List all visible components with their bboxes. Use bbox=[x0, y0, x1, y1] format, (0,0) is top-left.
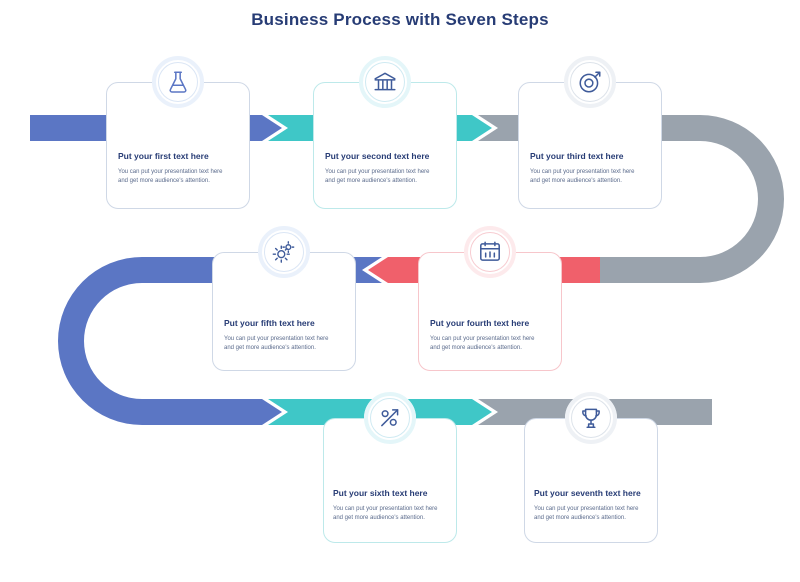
step-body-three: You can put your presentation text here and get more audience's attention. bbox=[530, 169, 635, 185]
step-label-five: Step Five bbox=[262, 291, 306, 301]
step-badge-one bbox=[152, 56, 204, 108]
step-body-four: You can put your presentation text here and get more audience's attention. bbox=[430, 336, 535, 352]
step-heading-four: Put your fourth text here bbox=[430, 318, 530, 328]
step-heading-one: Put your first text here bbox=[118, 151, 209, 161]
calendar-icon bbox=[477, 239, 503, 265]
target-icon bbox=[577, 69, 603, 95]
step-heading-six: Put your sixth text here bbox=[333, 488, 428, 498]
trophy-icon bbox=[578, 405, 604, 431]
step-badge-five bbox=[258, 226, 310, 278]
step-body-two: You can put your presentation text here and get more audience's attention. bbox=[325, 169, 430, 185]
step-heading-five: Put your fifth text here bbox=[224, 318, 315, 328]
step-label-one: Step One bbox=[157, 124, 199, 134]
step-heading-three: Put your third text here bbox=[530, 151, 624, 161]
step-heading-two: Put your second text here bbox=[325, 151, 430, 161]
step-body-one: You can put your presentation text here and get more audience's attention. bbox=[118, 169, 223, 185]
step-badge-two bbox=[359, 56, 411, 108]
percent-growth-icon bbox=[377, 405, 403, 431]
step-heading-seven: Put your seventh text here bbox=[534, 488, 641, 498]
step-body-six: You can put your presentation text here and get more audience's attention. bbox=[333, 506, 438, 522]
step-badge-six bbox=[364, 392, 416, 444]
step-label-six: Step Six bbox=[371, 461, 409, 471]
page-title: Business Process with Seven Steps bbox=[251, 10, 549, 29]
step-badge-four bbox=[464, 226, 516, 278]
step-body-five: You can put your presentation text here and get more audience's attention. bbox=[224, 336, 329, 352]
bank-icon bbox=[372, 69, 398, 95]
step-label-three: Step Three bbox=[565, 124, 615, 134]
step-label-seven: Step Seven bbox=[565, 461, 617, 471]
step-badge-seven bbox=[565, 392, 617, 444]
step-label-two: Step Two bbox=[364, 124, 406, 134]
step-badge-three bbox=[564, 56, 616, 108]
ribbon-segment-5b bbox=[142, 399, 282, 425]
step-body-seven: You can put your presentation text here and get more audience's attention. bbox=[534, 506, 639, 522]
step-label-four: Step Four bbox=[467, 291, 513, 301]
flask-icon bbox=[165, 69, 191, 95]
gears-icon bbox=[271, 239, 297, 265]
